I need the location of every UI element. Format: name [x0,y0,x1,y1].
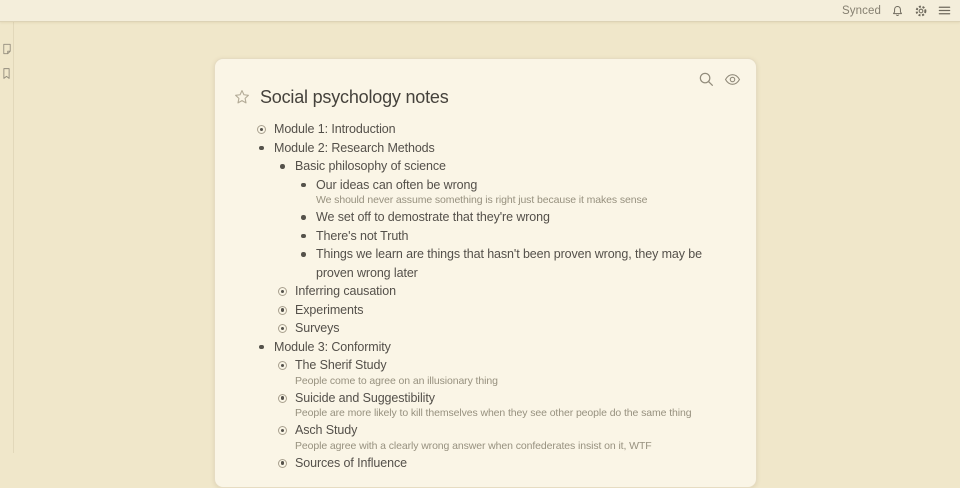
outline-item-text[interactable]: Sources of Influence [295,455,407,470]
outline-item [261,176,734,208]
bullet-icon[interactable] [299,181,308,190]
outline-item-text[interactable]: Things we learn are things that hasn't been proven wrong, they may be proven wrong later [316,247,702,280]
hamburger-menu-icon[interactable] [938,4,951,17]
outline-item-text[interactable]: Module 3: Conformity [274,339,391,354]
document-card [214,58,757,488]
topbar [0,0,960,22]
outline-item [261,208,734,227]
outline-item-text[interactable]: We set off to demostrate that they're wrong [316,210,550,224]
bullet-icon[interactable] [278,426,287,435]
file-pane-icon[interactable] [2,43,12,55]
outline-item [261,120,734,139]
outline-item [261,245,734,282]
search-icon[interactable] [698,71,715,88]
bookmark-pane-icon[interactable] [2,67,11,80]
document-title[interactable]: Social psychology notes [260,87,449,107]
outline-item-text[interactable]: Asch Study [295,423,358,437]
outline-item-text[interactable]: Module 2: Research Methods [274,140,435,155]
bullet-icon[interactable] [299,213,308,222]
bullet-icon[interactable] [257,125,266,134]
outline-item [261,356,734,388]
outline-item-text[interactable]: Suicide and Suggestibility [295,390,435,405]
bullet-icon[interactable] [278,394,287,403]
outline-item-text[interactable]: There's not Truth [316,228,409,243]
outline-item [261,338,734,357]
outline-list [261,120,734,472]
outline-item-note[interactable]: People agree with a clearly wrong answer when confederates insist on it, WTF [295,439,652,452]
outline-item [261,282,734,301]
left-rail [0,22,14,453]
bullet-icon[interactable] [278,306,287,315]
outline-item [261,301,734,320]
bullet-icon[interactable] [299,250,308,259]
sync-status: Synced [842,4,881,17]
outline-item [261,227,734,246]
gear-icon[interactable] [914,4,928,18]
outline-item-text[interactable]: Module 1: Introduction [274,122,396,136]
outline-item-note[interactable]: People come to agree on an illusionary thing [295,374,498,387]
bullet-icon[interactable] [299,232,308,241]
bullet-icon[interactable] [278,287,287,296]
outline-item-text[interactable]: Basic philosophy of science [295,159,446,173]
outline-item [261,319,734,338]
star-icon[interactable] [234,89,250,105]
card-tools [698,71,741,88]
eye-icon[interactable] [724,73,741,86]
bell-icon[interactable] [891,4,904,18]
bullet-icon[interactable] [278,162,287,171]
bullet-icon[interactable] [278,324,287,333]
bullet-icon[interactable] [278,361,287,370]
outline-item [261,157,734,176]
outline-item-text[interactable]: The Sherif Study [295,358,387,372]
bullet-icon[interactable] [257,343,266,352]
title-row [215,59,756,110]
outline-item [261,139,734,158]
outline-item [261,389,734,421]
outline-item-text[interactable]: Inferring causation [295,284,396,298]
bullet-icon[interactable] [257,144,266,153]
outline-item [261,421,734,453]
outline-item-note[interactable]: We should never assume something is right just because it makes sense [316,194,648,206]
outline-item-note[interactable]: People are more likely to kill themselves when they see other people do the same thing [295,407,692,419]
outline-item-text[interactable]: Surveys [295,321,340,335]
outline-item [261,454,734,473]
bullet-icon[interactable] [278,459,287,468]
outline-item-text[interactable]: Our ideas can often be wrong [316,177,478,192]
outline-item-text[interactable]: Experiments [295,302,364,317]
